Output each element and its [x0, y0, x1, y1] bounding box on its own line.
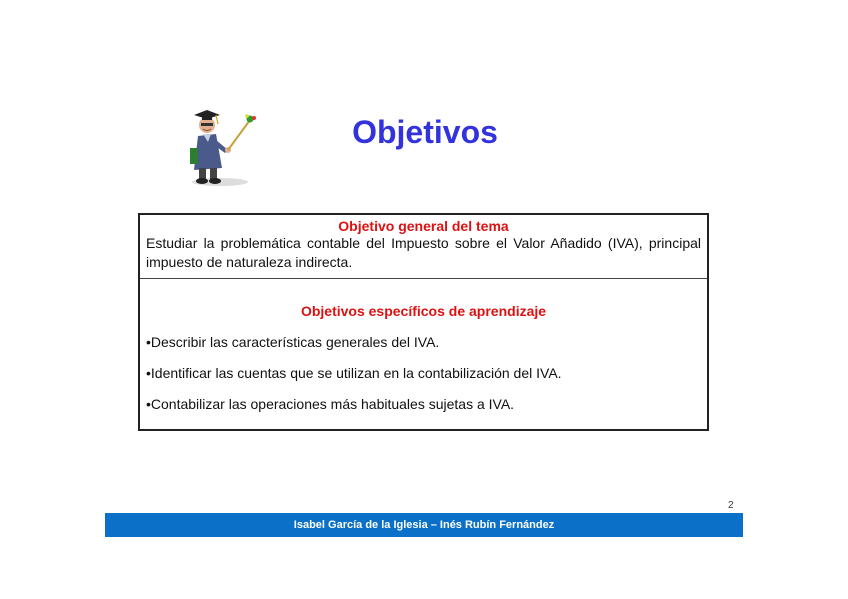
general-objective-heading: Objetivo general del tema: [338, 218, 509, 234]
objective-item: •Describir las características generales del IVA.: [146, 334, 440, 350]
general-objective-text: Estudiar la problemática contable del Impuesto sobre el Valor Añadido (IVA), principal impuesto de naturaleza indirecta.: [146, 235, 701, 270]
objectives-box: [138, 213, 709, 431]
specific-objectives-section: [140, 279, 707, 412]
objective-item: •Contabilizar las operaciones más habituales sujetas a IVA.: [146, 396, 515, 412]
specific-objectives-heading: Objetivos específicos de aprendizaje: [300, 303, 547, 319]
footer-authors-bar: Isabel García de la Iglesia – Inés Rubín Fernández: [105, 513, 743, 537]
general-objective-section: [140, 215, 707, 279]
page-number: 2: [728, 500, 734, 511]
slide-title: Objetivos: [352, 114, 498, 150]
graduate-mascot-icon: [170, 98, 260, 188]
objective-item: •Identificar las cuentas que se utilizan en la contabilización del IVA.: [146, 365, 562, 381]
